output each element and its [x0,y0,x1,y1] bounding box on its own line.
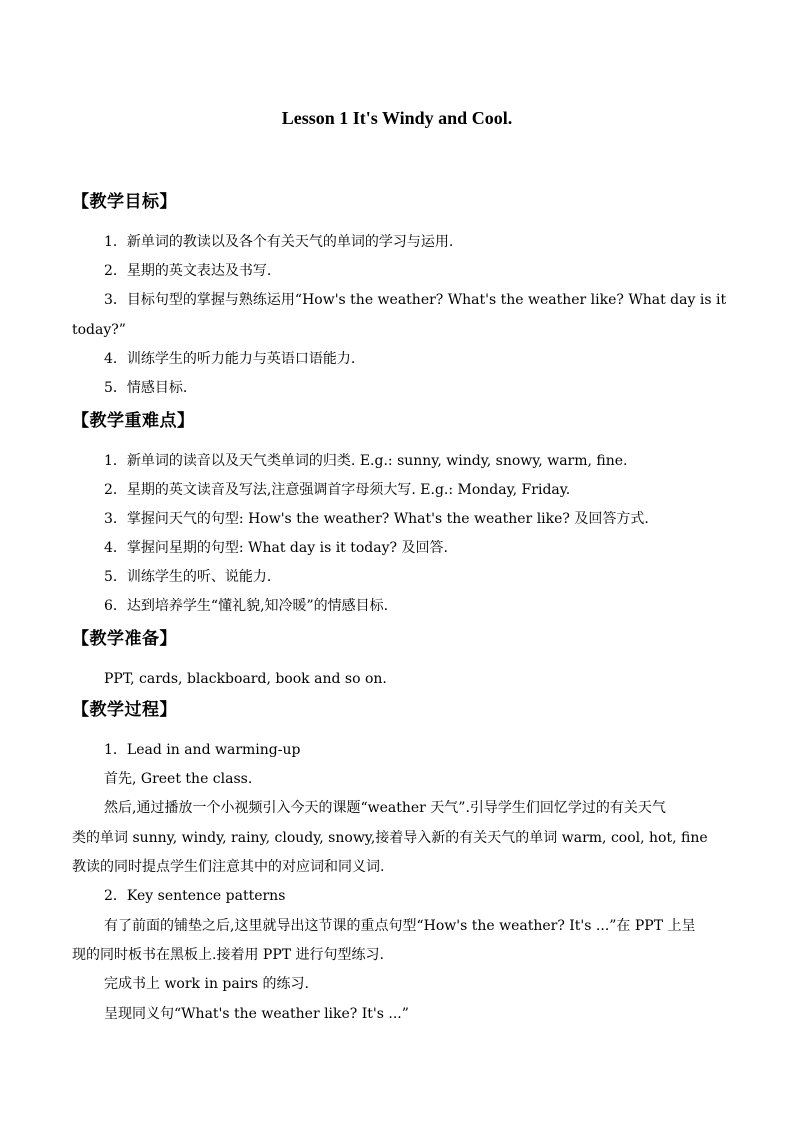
item-number: 2． [104,888,127,904]
heading-process: 【教学过程】 [72,700,177,720]
list-item [104,378,724,398]
item-number: 2． [104,482,127,498]
list-item [104,740,724,760]
list-item [104,567,724,587]
paragraph-line: 类的单词 sunny, windy, rainy, cloudy, snowy,接着导入新的有关天气的单词 warm, cool, hot, fine [72,830,708,846]
item-number: 3． [104,511,127,527]
list-item [104,596,724,616]
paragraph-line: 然后,通过播放一个小视频引入今天的课题“weather 天气”.引导学生们回忆学过的有关天气 [104,800,666,816]
item-number: 4． [104,351,127,367]
list-item [104,349,724,369]
item-text: 训练学生的听力能力与英语口语能力. [126,351,356,367]
list-item [104,538,724,558]
item-text: 训练学生的听、说能力. [126,569,272,585]
paragraph-line: 有了前面的铺垫之后,这里就导出这节课的重点句型“How's the weather? It's ...”在 PPT 上呈 [104,918,696,934]
item-text: 星期的英文表达及书写. [126,263,272,279]
list-item [104,480,724,500]
item-text: 目标句型的掌握与熟练运用“How's the weather? What's the weather like? What day is it [126,292,727,308]
paragraph-line: 完成书上 work in pairs 的练习. [104,976,309,992]
item-text: 新单词的教读以及各个有关天气的单词的学习与运用. [126,234,454,250]
item-text: 达到培养学生“懂礼貌,知冷暖”的情感目标. [126,598,389,614]
item-text: 星期的英文读音及写法,注意强调首字母须大写. E.g.: Monday, Friday. [126,482,571,498]
list-item [104,509,724,529]
list-item [104,261,724,281]
list-item-continuation: today?” [72,322,126,338]
item-text: Key sentence patterns [126,888,286,904]
heading-teaching-goals: 【教学目标】 [72,192,177,212]
list-item [104,451,724,471]
list-item [104,232,724,252]
list-item [104,886,724,906]
paragraph-line: 现的同时板书在黑板上.接着用 PPT 进行句型练习. [72,947,384,963]
item-number: 6． [104,598,127,614]
item-text: 掌握问天气的句型: How's the weather? What's the weather like? 及回答方式. [126,511,649,527]
item-number: 2． [104,263,127,279]
item-number: 1． [104,453,127,469]
item-number: 5． [104,569,127,585]
item-text: 情感目标. [126,380,188,396]
item-number: 3． [104,292,127,308]
item-text: 掌握问星期的句型: What day is it today? 及回答. [126,540,448,556]
item-text: 新单词的读音以及天气类单词的归类. E.g.: sunny, windy, snowy, warm, fine. [126,453,628,469]
heading-key-points: 【教学重难点】 [72,411,195,431]
item-number: 5． [104,380,127,396]
paragraph-line: 呈现同义句“What's the weather like? It's ...” [104,1006,409,1022]
item-number: 1． [104,234,127,250]
item-number: 4． [104,540,127,556]
paragraph-line: 教读的同时提点学生们注意其中的对应词和同义词. [72,859,385,875]
preparation-text: PPT, cards, blackboard, book and so on. [104,671,387,687]
item-number: 1． [104,742,127,758]
lesson-title: Lesson 1 It's Windy and Cool. [281,108,513,128]
item-text: Lead in and warming-up [126,742,301,758]
heading-preparation: 【教学准备】 [72,629,177,649]
list-item [104,290,727,310]
paragraph-line: 首先, Greet the class. [104,771,253,787]
